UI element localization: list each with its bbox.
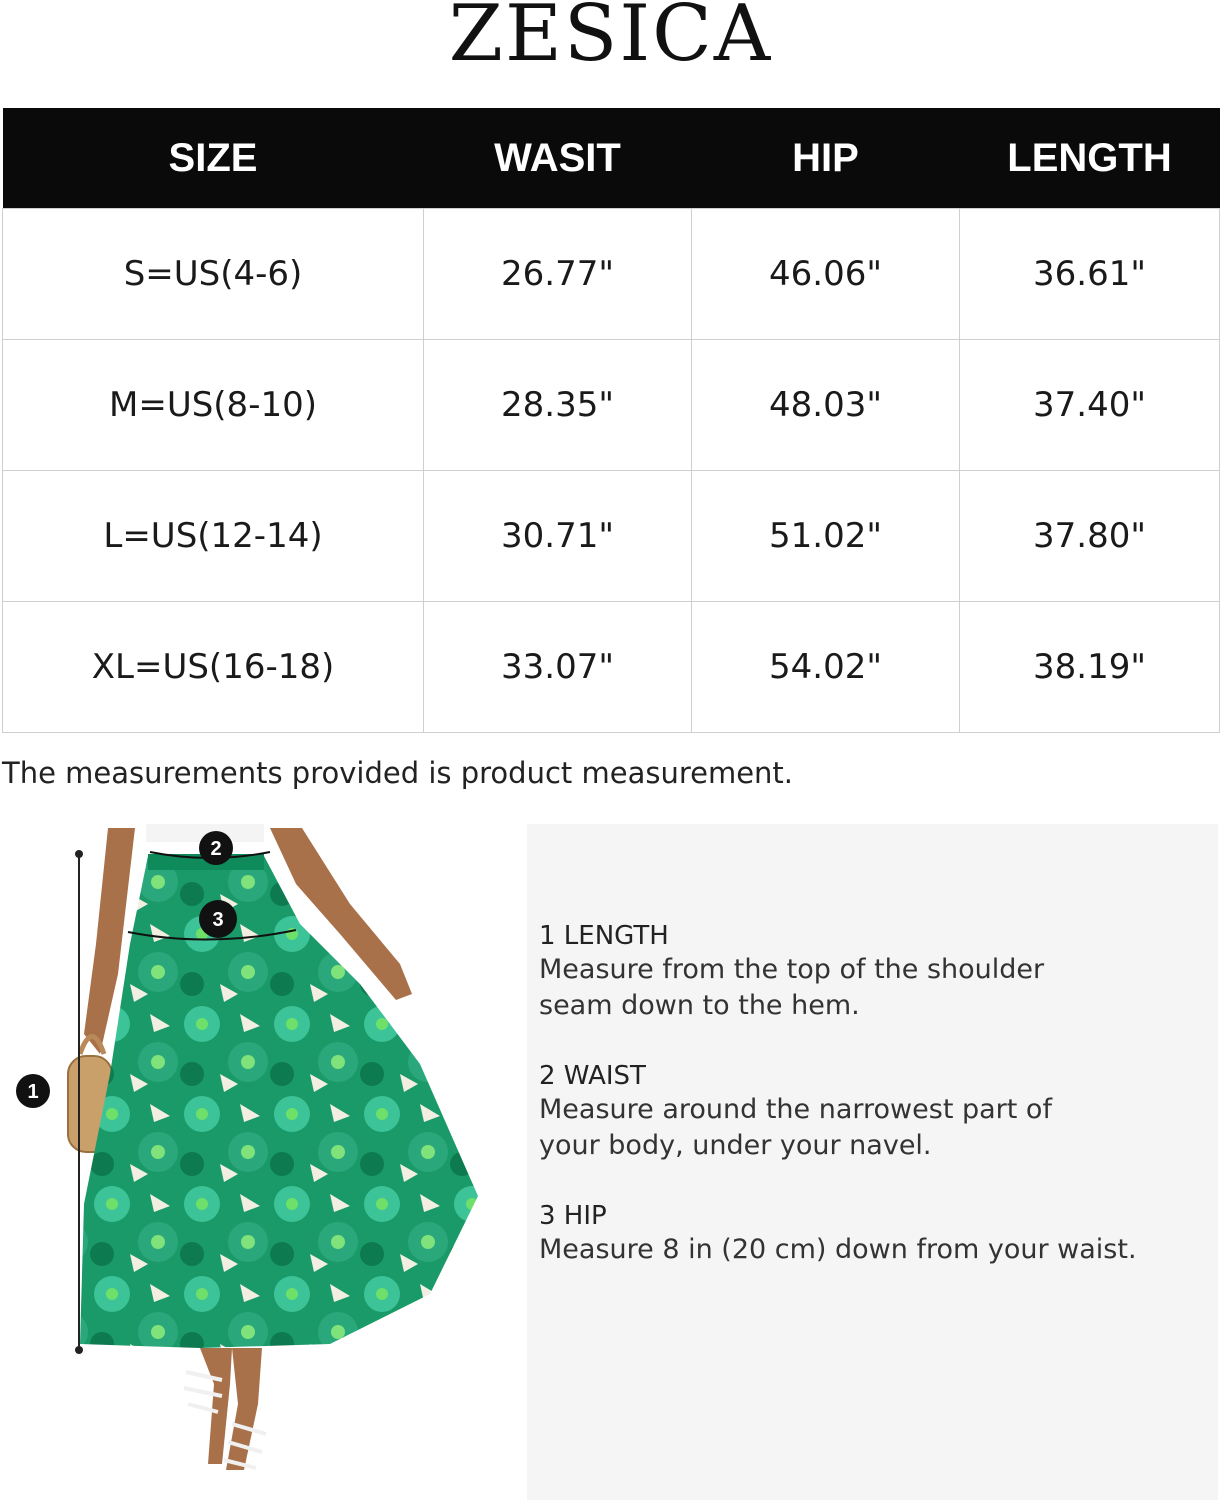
guide-waist-text: Measure around the narrowest part of your body, under your navel. xyxy=(539,1094,1052,1161)
cell-length: 37.80" xyxy=(960,471,1220,602)
header-hip: HIP xyxy=(692,108,960,209)
guide-length xyxy=(539,920,1059,1024)
marker-3-label: 3 xyxy=(212,909,224,931)
cell-size: S=US(4-6) xyxy=(3,209,424,340)
guide-hip xyxy=(539,1200,1179,1268)
cell-waist: 26.77" xyxy=(424,209,692,340)
marker-1-badge xyxy=(16,1074,50,1108)
marker-3-badge xyxy=(199,900,237,938)
guide-hip-title: 3 HIP xyxy=(539,1201,607,1231)
cell-size: XL=US(16-18) xyxy=(3,602,424,733)
marker-2-badge xyxy=(199,831,233,865)
size-chart-table xyxy=(2,108,1220,733)
table-row xyxy=(3,602,1220,733)
guide-waist xyxy=(539,1060,1069,1164)
cell-hip: 51.02" xyxy=(692,471,960,602)
marker-1-label: 1 xyxy=(27,1081,39,1103)
header-size: SIZE xyxy=(3,108,424,209)
table-row xyxy=(3,340,1220,471)
guide-hip-text: Measure 8 in (20 cm) down from your waist. xyxy=(539,1234,1137,1265)
cell-length: 38.19" xyxy=(960,602,1220,733)
brand-logo: ZESICA xyxy=(448,0,773,79)
guide-length-title: 1 LENGTH xyxy=(539,921,669,951)
cell-size: L=US(12-14) xyxy=(3,471,424,602)
table-header-row xyxy=(3,108,1220,209)
table-row xyxy=(3,471,1220,602)
cell-waist: 28.35" xyxy=(424,340,692,471)
cell-waist: 33.07" xyxy=(424,602,692,733)
guide-waist-title: 2 WAIST xyxy=(539,1061,646,1091)
header-waist: WASIT xyxy=(424,108,692,209)
cell-hip: 48.03" xyxy=(692,340,960,471)
measurement-guide-panel xyxy=(527,824,1218,1500)
cell-hip: 46.06" xyxy=(692,209,960,340)
cell-size: M=US(8-10) xyxy=(3,340,424,471)
skirt-figure-svg xyxy=(0,824,520,1500)
cell-length: 37.40" xyxy=(960,340,1220,471)
table-row xyxy=(3,209,1220,340)
cell-waist: 30.71" xyxy=(424,471,692,602)
cell-length: 36.61" xyxy=(960,209,1220,340)
guide-length-text: Measure from the top of the shoulder seam down to the hem. xyxy=(539,954,1045,1021)
cell-hip: 54.02" xyxy=(692,602,960,733)
measurement-note: The measurements provided is product measurement. xyxy=(2,756,794,790)
header-length: LENGTH xyxy=(960,108,1220,209)
marker-2-label: 2 xyxy=(210,838,222,860)
skirt-illustration xyxy=(0,824,520,1500)
